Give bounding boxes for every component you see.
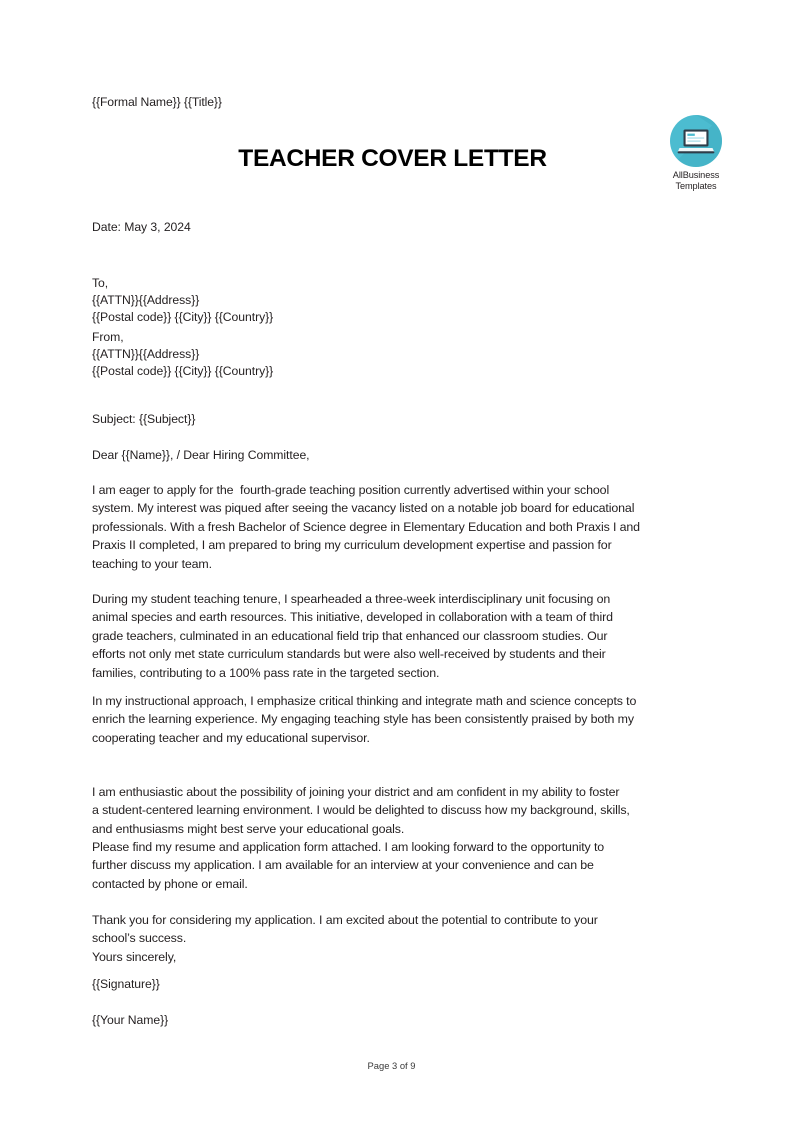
paragraph-line: efforts not only met state curriculum standards but were also well-received by students and their — [92, 647, 606, 662]
paragraph-line: professionals. With a fresh Bachelor of Science degree in Elementary Education and both Praxis I and — [92, 519, 640, 534]
logo-caption-line2: Templates — [675, 181, 717, 192]
to-city-line: {{Postal code}} {{City}} {{Country}} — [92, 310, 274, 325]
closing-paragraph — [92, 911, 700, 966]
page-footer: Page 3 of 9 — [367, 1060, 416, 1071]
paragraph-line: Praxis II completed, I am prepared to bring my curriculum development expertise and passion for — [92, 538, 612, 553]
paragraph-line: Please find my resume and application form attached. I am looking forward to the opportunity to — [92, 840, 605, 854]
brand-logo — [641, 114, 751, 193]
paragraph-line: cooperating teacher and my educational supervisor. — [92, 730, 370, 745]
logo-caption-line1: AllBusiness — [672, 170, 720, 180]
logo-caption — [641, 170, 751, 193]
paragraph-line: In my instructional approach, I emphasize critical thinking and integrate math and science concepts to — [92, 694, 637, 708]
recipient-address-block — [92, 275, 273, 327]
paragraph-line: families, contributing to a 100% pass rate in the targeted section. — [92, 665, 440, 680]
date-line: Date: May 3, 2024 — [92, 220, 191, 234]
salutation-line: Dear {{Name}}, / Dear Hiring Committee, — [92, 448, 310, 462]
body-paragraph-3 — [92, 692, 700, 747]
body-paragraph-5 — [92, 838, 700, 893]
paragraph-line: Thank you for considering my application. I am excited about the potential to contribute to your — [92, 913, 598, 927]
paragraph-line: a student-centered learning environment. I would be delighted to discuss how my background, skills, — [92, 803, 630, 818]
sender-address-block — [92, 329, 273, 381]
paragraph-line: animal species and earth resources. This initiative, developed in collaboration with a team of third — [92, 610, 613, 625]
body-paragraph-1 — [92, 481, 700, 573]
paragraph-line: school’s success. — [92, 931, 187, 946]
paragraph-line: grade teachers, culminated in an educational field trip that enhanced our classroom studies. Our — [92, 628, 608, 643]
paragraph-line: During my student teaching tenure, I spearheaded a three-week interdisciplinary unit focusing on — [92, 592, 611, 606]
signature-placeholder: {{Signature}} — [92, 977, 160, 991]
paragraph-line: further discuss my application. I am available for an interview at your convenience and can be — [92, 858, 594, 873]
subject-line: Subject: {{Subject}} — [92, 412, 196, 426]
paragraph-line: and enthusiasms might best serve your educational goals. — [92, 821, 405, 836]
to-address-line: {{ATTN}}{{Address}} — [92, 293, 200, 308]
sender-name-placeholder: {{Your Name}} — [92, 1013, 169, 1027]
paragraph-line: enrich the learning experience. My engaging teaching style has been consistently praised by both my — [92, 712, 634, 727]
paragraph-line: contacted by phone or email. — [92, 876, 248, 891]
paragraph-line: I am enthusiastic about the possibility of joining your district and am confident in my ability to foster — [92, 785, 620, 799]
body-paragraph-4 — [92, 783, 700, 838]
from-address-line: {{ATTN}}{{Address}} — [92, 347, 200, 362]
laptop-icon — [669, 114, 723, 168]
paragraph-line: system. My interest was piqued after seeing the vacancy listed on a notable job board for educational — [92, 501, 635, 516]
paragraph-line: I am eager to apply for the fourth-grade teaching position currently advertised within your school — [92, 483, 610, 497]
header-recipient-placeholder: {{Formal Name}} {{Title}} — [92, 95, 222, 109]
to-label: To, — [92, 276, 109, 290]
body-paragraph-2 — [92, 590, 700, 682]
page-title: TEACHER COVER LETTER — [238, 145, 547, 172]
closing-salutation: Yours sincerely, — [92, 949, 177, 964]
paragraph-line: teaching to your team. — [92, 556, 212, 571]
from-label: From, — [92, 330, 124, 344]
from-city-line: {{Postal code}} {{City}} {{Country}} — [92, 364, 274, 379]
